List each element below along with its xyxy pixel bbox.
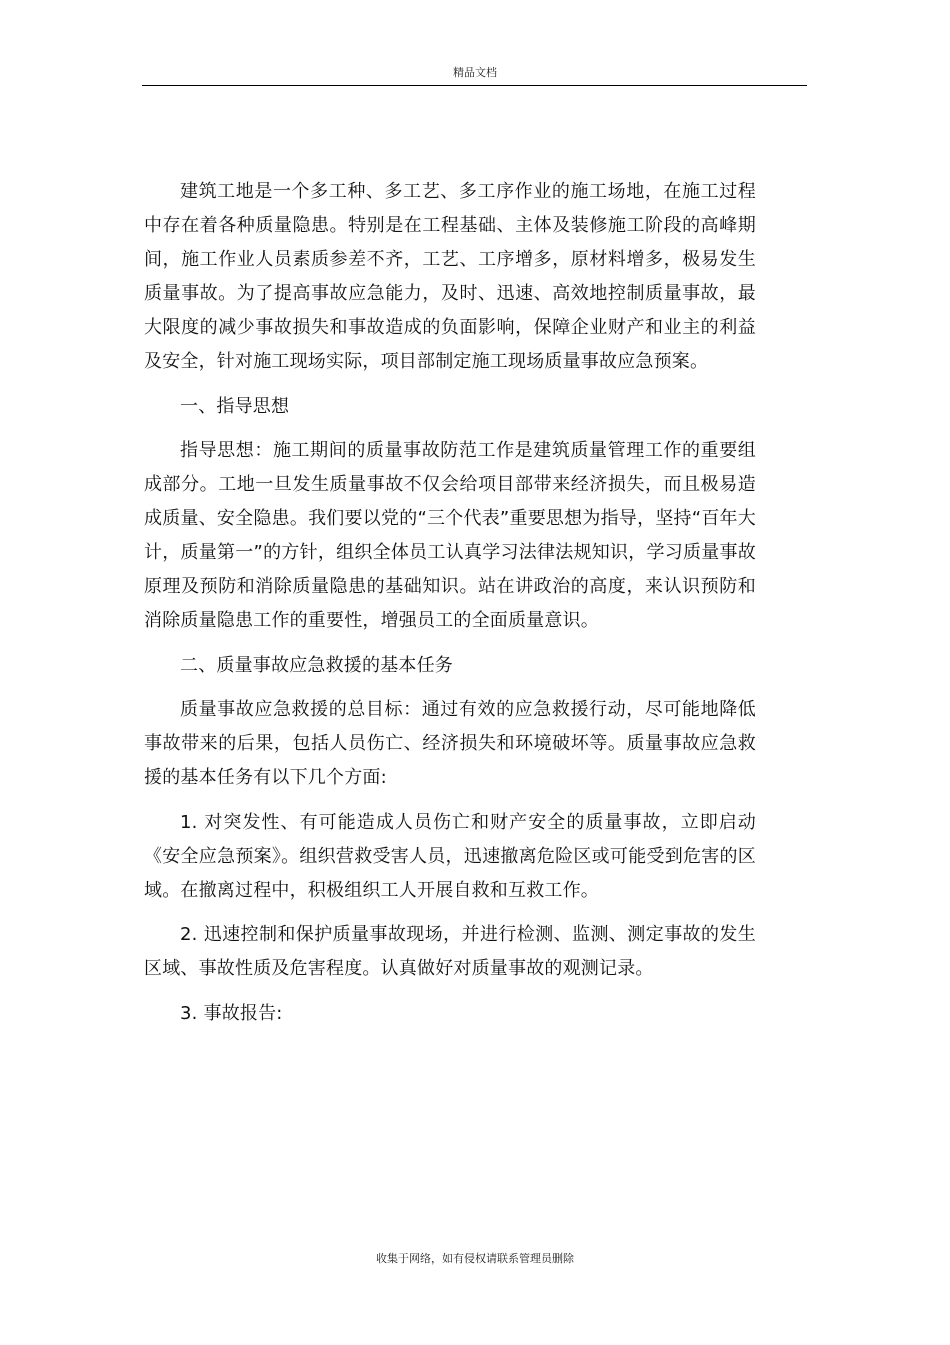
header-divider [142, 85, 807, 86]
document-body [144, 175, 756, 1041]
page-footer: 收集于网络，如有侵权请联系管理员删除 [376, 1252, 574, 1265]
list-item-2: 2. 迅速控制和保护质量事故现场，并进行检测、监测、测定事故的发生区域、事故性质及危害程度。认真做好对质量事故的观测记录。 [144, 924, 756, 979]
page-header: 精品文档 [453, 66, 497, 79]
section-heading-basic-tasks: 二、质量事故应急救援的基本任务 [180, 654, 453, 676]
list-item-3: 3. 事故报告: [180, 1002, 283, 1024]
guiding-ideology-paragraph: 指导思想：施工期间的质量事故防范工作是建筑质量管理工作的重要组成部分。工地一旦发生质量事故不仅会给项目部带来经济损失，而且极易造成质量、安全隐患。我们要以党的“三个代表”重要思想为指导，坚持“百年大计，质量第一”的方针，组织全体员工认真学习法律法规知识，学习质量事故原理及预防和消除质量隐患的基础知识。站在讲政治的高度，来认识预防和消除质量隐患工作的重要性，增强员工的全面质量意识。 [144, 440, 756, 631]
intro-paragraph: 建筑工地是一个多工种、多工艺、多工序作业的施工场地，在施工过程中存在着各种质量隐患。特别是在工程基础、主体及装修施工阶段的高峰期间，施工作业人员素质参差不齐，工艺、工序增多，原材料增多，极易发生质量事故。为了提高事故应急能力，及时、迅速、高效地控制质量事故，最大限度的减少事故损失和事故造成的负面影响，保障企业财产和业主的利益及安全，针对施工现场实际，项目部制定施工现场质量事故应急预案。 [144, 181, 756, 372]
basic-tasks-paragraph: 质量事故应急救援的总目标：通过有效的应急救援行动，尽可能地降低事故带来的后果，包括人员伤亡、经济损失和环境破坏等。质量事故应急救援的基本任务有以下几个方面: [144, 699, 756, 788]
list-item-1: 1. 对突发性、有可能造成人员伤亡和财产安全的质量事故，立即启动《安全应急预案》。组织营救受害人员，迅速撤离危险区或可能受到危害的区域。在撤离过程中，积极组织工人开展自救和互救工作。 [144, 811, 756, 901]
section-heading-guiding-ideology: 一、指导思想 [180, 395, 290, 417]
